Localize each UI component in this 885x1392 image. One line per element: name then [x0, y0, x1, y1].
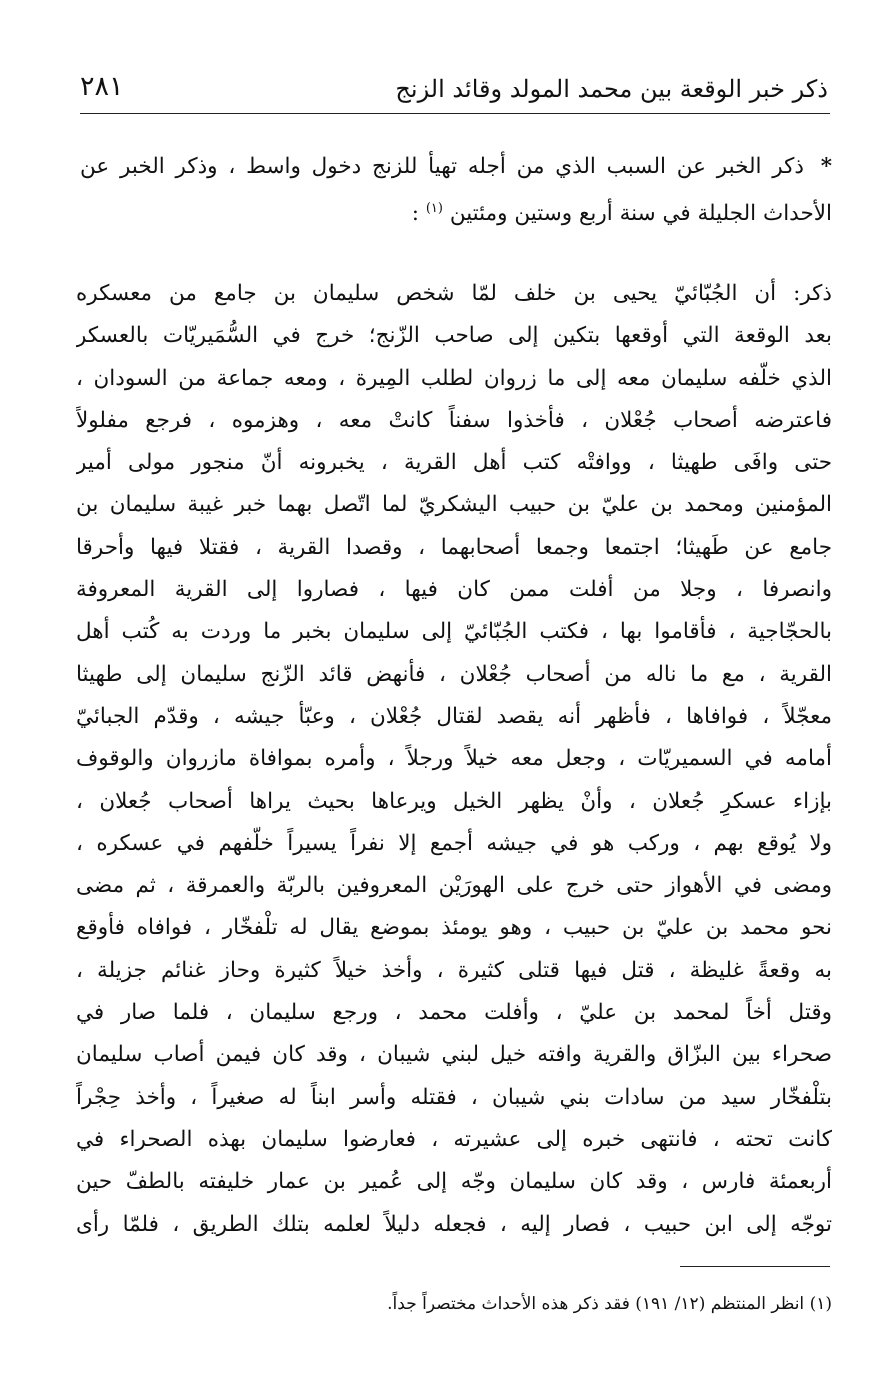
- footnote-text: انظر المنتظم (١٢/ ١٩١) فقد ذكر هذه الأحداث مختصراً جداً.: [387, 1294, 805, 1314]
- text-line: معجّلاً ، فوافاها ، فأظهر أنه يقصد لقتال جُعْلان ، وعبّأ جيشه ، وقدّم الجبائيّ: [76, 703, 832, 729]
- footnote-divider: [680, 1266, 830, 1267]
- section-heading: [80, 146, 832, 235]
- footnote-number: (١): [809, 1294, 832, 1314]
- text-line: حتى وافَى طهيثا ، ووافتْه كتب أهل القرية ، يخبرونه أنّ منجور مولى أمير: [76, 450, 832, 476]
- text-line: وقتل أخاً لمحمد بن عليّ ، وأفلت محمد ، ورجع سليمان ، فلما صار في: [76, 1000, 832, 1026]
- text-line: بتلْفخّار سيد من سادات بني شيبان ، فقتله وأسر ابناً له صغيراً ، وأخذ حِجْراً: [76, 1084, 832, 1110]
- text-line: ذكر: أن الجُبّائيّ يحيى بن خلف لمّا شخص سليمان بن جامع من معسكره: [76, 281, 832, 306]
- text-line: أمامه في السميريّات ، وجعل معه خيلاً ورجلاً ، وأمره بموافاة مازروان والوقوف: [76, 746, 832, 772]
- text-line: به وقعةً غليظة ، قتل فيها قتلى كثيرة ، وأخذ خيلاً كثيرة وحاز غنائم جزيلة ،: [76, 957, 832, 983]
- header-divider: [80, 113, 830, 114]
- heading-end-colon: :: [411, 201, 419, 227]
- running-title: ذكر خبر الوقعة بين محمد المولد وقائد الزنج: [395, 75, 828, 103]
- text-line: المؤمنين ومحمد بن عليّ بن حبيب اليشكريّ لما اتّصل بهما خبر غيبة سليمان بن: [76, 492, 832, 518]
- text-line: بعد الوقعة التي أوقعها بتكين إلى صاحب الزّنج؛ خرج في السُّمَيريّات بالعسكر: [76, 323, 832, 349]
- page-number: ٢٨١: [80, 71, 124, 102]
- text-line: كانت تحته ، فانتهى خبره إلى عشيرته ، فعارضوا سليمان بهذه الصحراء في: [76, 1126, 832, 1152]
- text-line: ولا يُوقع بهم ، وركب هو في جيشه أجمع إلا نفراً يسيراً خلّفهم في عسكره ،: [76, 830, 832, 856]
- footnote: [250, 1289, 832, 1319]
- text-line: توجّه إلى ابن حبيب ، فصار إليه ، فجعله دليلاً لعلمه بتلك الطريق ، فلمّا رأى: [76, 1211, 832, 1237]
- heading-text: ذكر الخبر عن السبب الذي من أجله تهيأ للزنج دخول واسط ، وذكر الخبر عن الأحداث الجليلة في سنة أربع وستين ومئتين: [80, 154, 832, 227]
- text-line: بالحجّاجية ، فأقاموا بها ، فكتب الجُبّائيّ إلى سليمان بخبر ما وردت به كُتب أهل: [76, 619, 832, 645]
- text-line: ومضى في الأهواز حتى خرج على الهورَيْن المعروفين بالربّة والعمرقة ، ثم مضى: [76, 873, 832, 899]
- text-line: الذي خلّفه سليمان معه إلى ما زروان لطلب المِيرة ، ومعه جماعة من السودان ،: [76, 365, 832, 391]
- text-line: نحو محمد بن عليّ بن حبيب ، وهو يومئذ بموضع يقال له تلْفخّار ، فوافاه فأوقع: [76, 915, 832, 941]
- text-line: صحراء بين البزّاق والقرية وافته خيل لبني شيبان ، وقد كان فيمن أصاب سليمان: [76, 1042, 832, 1068]
- text-line: جامع عن طَهيثا؛ اجتمعا وجمعا أصحابهما ، وقصدا القرية ، فقتلا فيها وأحرقا: [76, 534, 832, 560]
- text-line: بإزاء عسكرِ جُعلان ، وأنْ يظهر الخيل ويرعاها بحيث يراها أصحاب جُعلان ،: [76, 788, 832, 814]
- text-line: القرية ، مع ما ناله من أصحاب جُعْلان ، فأنهض قائد الزّنج سليمان إلى طهيثا: [76, 661, 832, 687]
- text-line: وانصرفا ، وجلا من أفلت ممن كان فيها ، فصاروا إلى القرية المعروفة: [76, 577, 832, 603]
- footnote-reference: (١): [425, 201, 443, 216]
- body-paragraph: [76, 273, 832, 1246]
- running-header: [80, 66, 828, 112]
- text-line: فاعترضه أصحاب جُعْلان ، فأخذوا سفناً كانتْ معه ، وهزموه ، فرجع مفلولاً: [76, 407, 832, 433]
- heading-star-marker: *: [820, 154, 832, 179]
- text-line: أربعمئة فارس ، وقد كان سليمان وجّه إلى عُمير بن عمار خليفته بالطفّ حين: [76, 1169, 832, 1195]
